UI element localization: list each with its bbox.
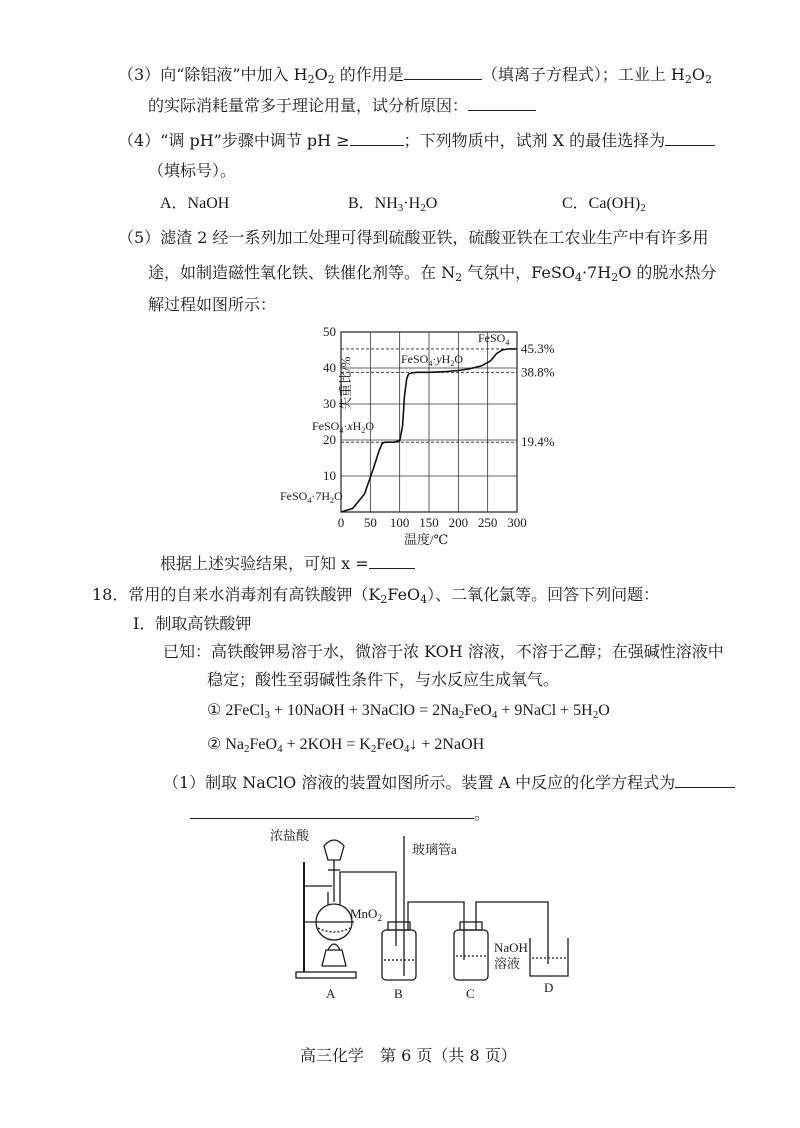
- burner: [322, 950, 346, 966]
- q18-part1-heading: Ⅰ．制取高铁酸钾: [133, 614, 252, 633]
- x-tick-label: 150: [419, 515, 439, 530]
- label-a: A: [326, 986, 336, 1001]
- annot-feso4-xh2o: $FeSO_4\cdot xH_2O$: [312, 419, 375, 435]
- q18-sub1-blank-b[interactable]: [190, 802, 474, 819]
- level-labels: [521, 341, 555, 449]
- q18-title: 18．常用的自来水消毒剂有高铁酸钾$(K_2FeO_4)$、二氧化氯等。回答下列问题：: [92, 585, 660, 606]
- annot-feso4-yh2o: $FeSO_4\cdot yH_2O$: [401, 352, 464, 368]
- label-glass-tube: 玻璃管a: [412, 842, 457, 857]
- page-footer: 高三化学 第 6 页（共 8 页）: [300, 1046, 517, 1065]
- y-tick-labels: [323, 324, 336, 483]
- level-label: 19.4%: [521, 434, 555, 450]
- label-naoh: NaOH: [494, 940, 528, 955]
- q3-line1: （3）向“除铝液”中加入 $H_2O_2$ 的作用是 （填离子方程式）；工业上 $H_2O_2$: [118, 65, 712, 86]
- label-mno2: MnO$_2$: [350, 906, 382, 923]
- q5-conclusion: 根据上述实验结果，可知 x =: [160, 552, 415, 575]
- annot-feso4: FeSO$_4$: [478, 331, 510, 347]
- q5-line3: 解过程如图所示：: [148, 295, 277, 314]
- y-tick-label: 10: [323, 468, 336, 483]
- x-tick-labels: [338, 515, 527, 530]
- q18-sub1-blank-a[interactable]: [675, 771, 735, 788]
- y-tick-label: 20: [323, 432, 336, 447]
- x-tick-label: 300: [507, 515, 527, 530]
- level-label: 45.3%: [521, 340, 555, 356]
- apparatus-diagram: [268, 826, 578, 1002]
- equation-1: ① 2FeCl$_3$ + 10NaOH + 3NaClO = $2Na_2FeO_4$ + 9NaCl + $5H_2O$: [207, 702, 610, 721]
- q4-option-b: B．$NH_3\cdot H_2O$: [348, 195, 438, 214]
- q5-line2: 途，如制造磁性氧化铁、铁催化剂等。在 $N_2$ 气氛中，$FeSO_4\cdot 7H_2O$ 的脱水热分: [148, 263, 717, 284]
- q4-option-c: C．$Ca(OH)_2$: [562, 195, 646, 214]
- q18-sub1-line1: （1）制取 NaClO 溶液的装置如图所示。装置 A 中反应的化学方程式为: [163, 771, 735, 794]
- q5-line1: （5）滤渣 2 经一系列加工处理可得到硫酸亚铁，硫酸亚铁在工农业生产中有许多用: [118, 228, 709, 247]
- beaker-d: [530, 938, 568, 976]
- separatory-funnel: [324, 840, 344, 860]
- x-tick-label: 200: [448, 515, 469, 530]
- annot-feso4-7h2o: $FeSO_4\cdot 7H_2O$: [280, 489, 343, 505]
- y-tick-label: 30: [323, 396, 336, 411]
- level-label: 38.8%: [521, 364, 555, 380]
- label-c: C: [466, 986, 475, 1001]
- q4-line1: （4）“调 pH”步骤中调节 pH ≥ ；下列物质中，试剂 X 的最佳选择为: [118, 129, 715, 152]
- x-tick-label: 0: [337, 515, 345, 530]
- x-tick-label: 50: [363, 515, 377, 530]
- q4-x-blank[interactable]: [665, 129, 715, 146]
- y-tick-label: 50: [323, 324, 336, 339]
- tga-chart: [270, 318, 590, 550]
- equation-2: ② $Na_2FeO_4 + 2KOH$ = $K_2FeO_4↓$ + 2NaOH: [207, 736, 485, 755]
- q4-ph-blank[interactable]: [350, 129, 404, 146]
- q18-known-line1: 已知：高铁酸钾易溶于水，微溶于浓 KOH 溶液，不溶于乙醇；在强碱性溶液中: [163, 642, 724, 661]
- q3-reason-blank[interactable]: [468, 94, 536, 111]
- x-tick-label: 100: [389, 515, 410, 530]
- label-solution: 溶液: [494, 956, 521, 971]
- y-axis-label: 失重比/%: [338, 356, 353, 410]
- q3-answer-blank[interactable]: [404, 63, 482, 80]
- stand-base: [296, 972, 356, 978]
- q4-option-a: A．NaOH: [160, 195, 230, 212]
- q4-line2: （填标号）。: [148, 161, 237, 180]
- bottle-b: [382, 930, 416, 980]
- q18-sub1-line2: 。: [190, 802, 490, 825]
- q18-known-line2: 稳定；酸性至弱碱性条件下，与水反应生成氧气。: [207, 670, 560, 689]
- label-hcl: 浓盐酸: [270, 828, 310, 843]
- y-tick-label: 40: [323, 360, 336, 375]
- bottle-c: [454, 930, 488, 980]
- q5-x-blank[interactable]: [369, 552, 415, 569]
- x-tick-label: 250: [477, 515, 498, 530]
- x-axis-label: 温度/℃: [404, 532, 449, 547]
- label-d: D: [544, 980, 554, 995]
- label-b: B: [394, 986, 403, 1001]
- q3-line2: 的实际消耗量常多于理论用量，试分析原因：: [148, 94, 536, 117]
